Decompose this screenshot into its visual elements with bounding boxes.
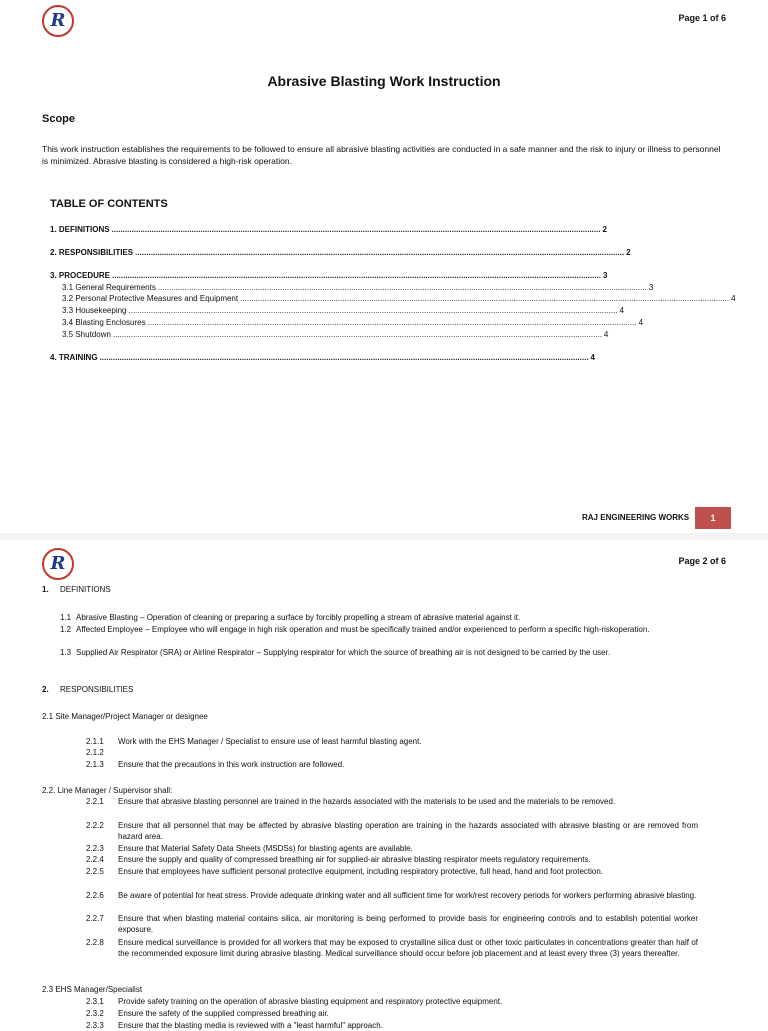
- toc-entry-label: 3.5 Shutdown: [62, 330, 111, 339]
- section-2-number: 2.: [42, 685, 49, 694]
- toc-entry-responsibilities[interactable]: [50, 248, 631, 257]
- page-separator: [0, 533, 768, 540]
- item-number: 2.3.1: [86, 997, 104, 1006]
- item-text: Be aware of potential for heat stress. Provide adequate drinking water and all sufficient time for work/rest recovery periods for workers performing abrasive blasting.: [118, 891, 697, 900]
- toc-leader: [135, 248, 624, 257]
- toc-leader: [112, 225, 601, 234]
- toc-entry-blasting-enclosures[interactable]: [62, 318, 644, 327]
- item-text: Ensure the supply and quality of compressed breathing air for supplied-air abrasive blasting respirator meets regulatory requirements.: [118, 855, 591, 864]
- subsection-2-1-title: 2.1 Site Manager/Project Manager or designee: [42, 712, 208, 721]
- toc-entry-page: 3: [648, 283, 654, 292]
- item-number: 2.1.2: [86, 748, 104, 757]
- subsection-2-2-title: 2.2. Line Manager / Supervisor shall:: [42, 786, 173, 795]
- section-2-title: RESPONSIBILITIES: [60, 685, 134, 694]
- toc-leader: [240, 294, 729, 303]
- item-text: Ensure that employees have sufficient personal protective equipment, including respiratory protective, full head, hand and foot protection.: [118, 867, 604, 876]
- page-label: Page 2 of 6: [678, 556, 726, 566]
- toc-entry-label: 2. RESPONSIBILITIES: [50, 248, 134, 257]
- item-number: 2.2.5: [86, 867, 104, 876]
- item-text: Ensure medical surveillance is provided for all workers that may be exposed to crystalline silica dust or other toxic particulates in concentrations greater than half of the recommended exposure limit during abrasive blasting. Medical surveillance should occur before job placement and at least every three (3) years thereafter.: [118, 938, 698, 958]
- toc-entry-label: 3.4 Blasting Enclosures: [62, 318, 146, 327]
- item-number: 2.1.3: [86, 760, 104, 769]
- toc-entry-procedure[interactable]: [50, 271, 608, 280]
- toc-entry-label: 1. DEFINITIONS: [50, 225, 110, 234]
- toc-entry-training[interactable]: [50, 353, 595, 362]
- toc-entry-page: 4: [731, 294, 736, 303]
- toc-entry-page: 4: [590, 353, 595, 362]
- toc-entry-page: 4: [638, 318, 644, 327]
- toc-leader: [129, 306, 618, 315]
- item-text: Ensure that the blasting media is reviewed with a "least harmful" approach.: [118, 1021, 383, 1030]
- subsection-2-3-title: 2.3 EHS Manager/Specialist: [42, 985, 143, 994]
- item-number: 2.2.1: [86, 797, 104, 806]
- toc-entry-label: 4. TRAINING: [50, 353, 98, 362]
- toc-leader: [148, 318, 637, 327]
- footer-company-name: RAJ ENGINEERING WORKS: [582, 513, 690, 522]
- logo-monogram: R: [50, 10, 66, 31]
- toc-entry-page: 2: [602, 225, 607, 234]
- item-number: 2.2.7: [86, 914, 104, 923]
- item-text: Ensure the safety of the supplied compressed breathing air.: [118, 1009, 329, 1018]
- toc-entry-page: 2: [626, 248, 631, 257]
- item-text: Ensure that when blasting material contains silica, air monitoring is being performed to provide basis for engineering controls and to establish potential worker exposure.: [118, 914, 698, 934]
- definition-text: Supplied Air Respirator (SRA) or Airline Respirator – Supplying respirator for which the source of breathing air is not designed to be carried by the user.: [76, 648, 611, 657]
- toc-heading: TABLE OF CONTENTS: [50, 198, 168, 210]
- item-number: 2.1.1: [86, 737, 104, 746]
- toc-leader: [100, 353, 589, 362]
- item-number: 2.2.8: [86, 938, 104, 947]
- toc-entry-label: 3. PROCEDURE: [50, 271, 111, 280]
- toc-entry-page: 4: [619, 306, 624, 315]
- toc-entry-label: 3.2 Personal Protective Measures and Equipment: [62, 294, 239, 303]
- toc-entry-page: 3: [603, 271, 608, 280]
- page-label: Page 1 of 6: [678, 13, 726, 23]
- toc-entry-general-requirements[interactable]: [62, 283, 654, 292]
- item-text: Ensure that Material Safety Data Sheets (MSDSs) for blasting agents are available.: [118, 844, 413, 853]
- document-title: Abrasive Blasting Work Instruction: [267, 73, 501, 89]
- definition-number: 1.3: [60, 648, 72, 657]
- definition-number: 1.1: [60, 613, 72, 622]
- document-page-2: [0, 540, 768, 1030]
- definition-text: Affected Employee – Employee who will engage in high risk operation and must be specifically trained and/or experienced to perform a specific high-riskoperation.: [76, 625, 650, 634]
- toc-entry-definitions[interactable]: [50, 225, 607, 234]
- item-number: 2.2.4: [86, 855, 104, 864]
- scope-paragraph: This work instruction establishes the requirements to be followed to ensure all abrasive blasting activities are conducted in a safe manner and the risk to injury or illness to personnel is minimized. Abrasive blasting is considered a high-risk operation.: [42, 144, 721, 166]
- toc-leader: [113, 330, 602, 339]
- toc-entry-shutdown[interactable]: [62, 330, 609, 339]
- item-text: Ensure that the precautions in this work instruction are followed.: [118, 760, 345, 769]
- item-number: 2.2.2: [86, 821, 104, 830]
- logo-monogram: R: [50, 553, 66, 574]
- item-number: 2.3.2: [86, 1009, 104, 1018]
- toc-leader: [112, 271, 601, 280]
- definition-number: 1.2: [60, 625, 72, 634]
- toc-leader: [158, 283, 647, 292]
- footer-page-number: 1: [695, 507, 731, 529]
- item-text: Ensure that all personnel that may be affected by abrasive blasting operation are training in the hazards associated with abrasive blasting or are removed from hazard area.: [118, 821, 698, 841]
- definition-text: Abrasive Blasting – Operation of cleaning or preparing a surface by forcibly propelling a stream of abrasive material against it.: [76, 613, 521, 622]
- scope-heading: Scope: [42, 113, 76, 125]
- item-text: Provide safety training on the operation of abrasive blasting equipment and respiratory protective equipment.: [118, 997, 503, 1006]
- company-logo: [42, 548, 74, 580]
- item-number: 2.3.3: [86, 1021, 104, 1030]
- toc-entry-page: 4: [603, 330, 609, 339]
- toc-entry-label: 3.3 Housekeeping: [62, 306, 127, 315]
- item-number: 2.2.3: [86, 844, 104, 853]
- company-logo: [42, 5, 74, 37]
- section-1-title: DEFINITIONS: [60, 585, 111, 594]
- item-text: Work with the EHS Manager / Specialist to ensure use of least harmful blasting agent.: [118, 737, 422, 746]
- item-number: 2.2.6: [86, 891, 104, 900]
- toc-entry-housekeeping[interactable]: [62, 306, 624, 315]
- toc-entry-ppe[interactable]: [62, 294, 736, 303]
- section-1-number: 1.: [42, 585, 49, 594]
- item-text: Ensure that abrasive blasting personnel are trained in the hazards associated with the materials to be used and the materials to be removed.: [118, 797, 616, 806]
- toc-entry-label: 3.1 General Requirements: [62, 283, 156, 292]
